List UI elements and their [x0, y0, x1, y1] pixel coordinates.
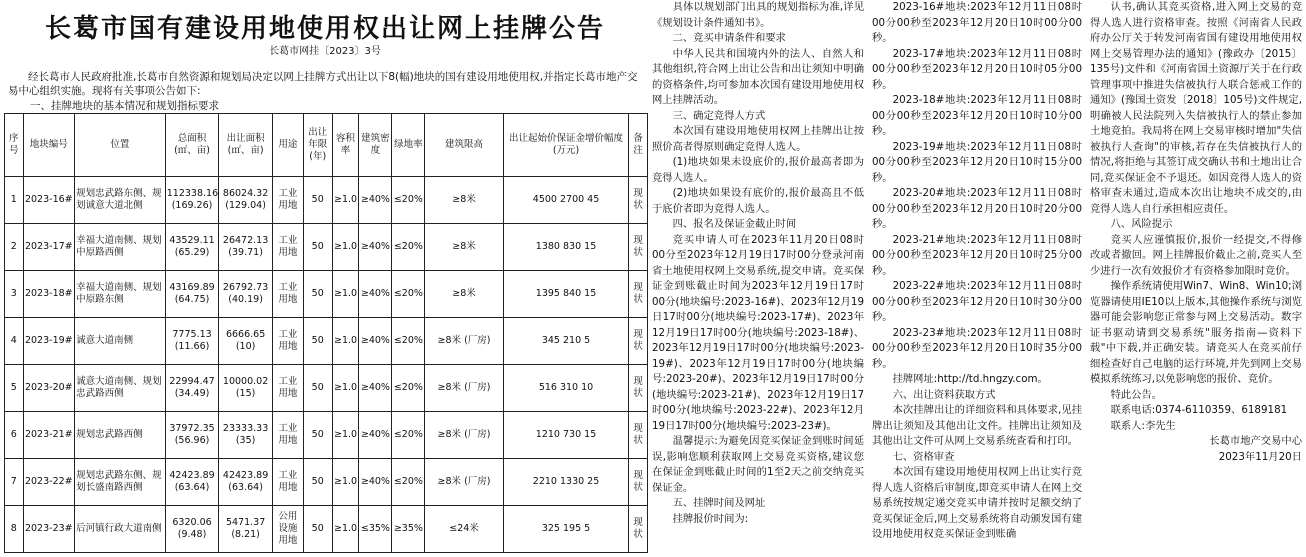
table-cell-code: 2023-23#	[23, 506, 75, 553]
table-cell-use: 工业用地	[272, 271, 303, 318]
table-cell-years: 50	[303, 271, 332, 318]
paragraph: 2023-20#地块:2023年12月11日08时00分00秒至2023年12月20日10时20分00秒。	[872, 187, 1082, 230]
table-cell-code: 2023-21#	[23, 412, 75, 459]
table-cell-height: ≤24米	[425, 506, 503, 553]
table-row	[5, 506, 648, 553]
paragraph: 认书,确认其竞买资格,进入网上交易的竞得人选人进行资格审查。按照《河南省人民政府办公厅关于转发河南省国有建设用地使用权网上交易管理办法的通知》(豫政办〔2015〕135号)文件和《河南省国土资源厅关于在行政管理事项中推进失信被执行人联合惩戒工作的通知》(豫国土资发〔2018〕105号)文件规定,明确被人民法院列入失信被执行人的禁止参加土地竞拍。我局将在网上交易审核时增加"失信被执行人查询"的审核,若存在失信被执行人的情况,将拒绝与其签订成交确认书和土地出让合同,竞买保证金不予退还。如因竞得人选人的资格审查未通过,造成本次出让地块不成交的,由竞得人选人自行承担相应责任。	[1090, 1, 1302, 215]
table-cell-note: 现状	[629, 365, 648, 412]
paragraph: 2023-21#地块:2023年12月11日08时00分00秒至2023年12月20日10时25分00秒。	[872, 233, 1082, 277]
table-cell-height: ≥8米	[425, 271, 503, 318]
paragraph: 本次国有建设用地使用权网上出让实行竞得人选人资格后审制度,即竞买申请人在网上交易系统按规定递交竞买申请并按时足额交纳了竞买保证金后,网上交易系统将自动颁发国有建设用地使用权竞买保证金到账确	[872, 466, 1082, 540]
table-cell-loc: 诚意大道南侧、规划忠武路西侧	[75, 365, 166, 412]
paragraph: 本次挂牌出让的详细资料和具体要求,见挂牌出让须知及其他出让文件。挂牌出让须知及其他出让文件可从网上交易系统查看和打印。	[872, 404, 1082, 447]
table-cell-far: ≥1.0	[332, 271, 359, 318]
table-cell-total: 112338.16 (169.26)	[165, 177, 219, 224]
paragraph: (2)地块如果设有底价的,报价最高且不低于底价者即为竞得人选人。	[652, 187, 864, 215]
table-cell-loc: 幸福大道南侧、规划中原路东侧	[75, 271, 166, 318]
table-cell-green: ≤20%	[392, 412, 425, 459]
table-cell-years: 50	[303, 506, 332, 553]
table-cell-density: ≥40%	[359, 271, 392, 318]
table-row	[5, 224, 648, 271]
table-cell-density: ≤35%	[359, 506, 392, 553]
paragraph: 本次国有建设用地使用权网上挂牌出让按照价高者得原则确定竞得人选人。	[652, 125, 864, 153]
table-header-cell: 用途	[272, 114, 303, 177]
table-cell-note: 现状	[629, 177, 648, 224]
paragraph: 具体以规划部门出具的规划指标为准,详见《规划设计条件通知书》。	[652, 1, 864, 29]
table-cell-note: 现状	[629, 412, 648, 459]
paragraph: 2023-18#地块:2023年12月11日08时00分00秒至2023年12月20日10时10分00秒。	[872, 94, 1082, 137]
section-heading: 八、风险提示	[1110, 218, 1173, 230]
table-cell-price: 4500 2700 45	[503, 177, 629, 224]
paragraph: 2023-19#地块:2023年12月11日08时00分00秒至2023年12月20日10时15分00秒。	[872, 140, 1082, 184]
table-cell-far: ≥1.0	[332, 365, 359, 412]
paragraph: 挂牌网址:http://td.hngzy.com。	[892, 373, 1048, 385]
table-cell-no: 8	[5, 506, 24, 553]
table-cell-green: ≤20%	[392, 318, 425, 365]
table-cell-green: ≤20%	[392, 271, 425, 318]
column-1	[652, 0, 864, 557]
table-cell-green: ≤20%	[392, 365, 425, 412]
table-cell-use: 工业用地	[272, 459, 303, 506]
table-header-cell: 位置	[75, 114, 166, 177]
paragraph: 2023-17#地块:2023年12月11日08时00分00秒至2023年12月20日10时05分00秒。	[872, 47, 1082, 91]
table-cell-total: 7775.13 (11.66)	[165, 318, 219, 365]
table-cell-green: ≥35%	[392, 506, 425, 553]
table-header-cell: 绿地率	[392, 114, 425, 177]
table-cell-price: 345 210 5	[503, 318, 629, 365]
table-header-cell: 序号	[5, 114, 24, 177]
table-cell-price: 1395 840 15	[503, 271, 629, 318]
table-cell-total: 42423.89 (63.64)	[165, 459, 219, 506]
paragraph: 挂牌报价时间为:	[672, 512, 749, 525]
paragraph: (1)地块如果未设底价的,报价最高者即为竞得人选人。	[652, 156, 864, 184]
table-cell-use: 工业用地	[272, 412, 303, 459]
table-cell-height: ≥8米 (厂房)	[425, 412, 503, 459]
table-cell-far: ≥1.0	[332, 224, 359, 271]
table-cell-loc: 规划忠武路东侧、规划诚意大道北侧	[75, 177, 166, 224]
table-cell-code: 2023-17#	[23, 224, 75, 271]
table-cell-years: 50	[303, 459, 332, 506]
table-cell-price: 1380 830 15	[503, 224, 629, 271]
table-cell-years: 50	[303, 224, 332, 271]
column-3	[1090, 0, 1302, 557]
table-cell-density: ≥40%	[359, 318, 392, 365]
table-cell-code: 2023-18#	[23, 271, 75, 318]
paragraph: 特此公告。	[1110, 388, 1163, 401]
table-cell-loc: 后河镇行政大道南侧	[75, 506, 166, 553]
table-cell-sell: 5471.37 (8.21)	[219, 506, 273, 553]
table-cell-years: 50	[303, 365, 332, 412]
paragraph: 2023-16#地块:2023年12月11日08时00分00秒至2023年12月20日10时00分00秒。	[872, 1, 1082, 44]
table-cell-price: 1210 730 15	[503, 412, 629, 459]
table-cell-height: ≥8米	[425, 224, 503, 271]
table-cell-green: ≤20%	[392, 224, 425, 271]
table-cell-height: ≥8米	[425, 177, 503, 224]
table-cell-code: 2023-20#	[23, 365, 75, 412]
section-heading: 五、挂牌时间及网址	[672, 497, 766, 509]
table-cell-green: ≤20%	[392, 459, 425, 506]
table-cell-code: 2023-19#	[23, 318, 75, 365]
table-cell-sell: 42423.89 (63.64)	[219, 459, 273, 506]
paragraph: 操作系统请使用Win7、Win8、Win10;浏览器请使用IE10以上版本,其他操作系统与浏览器可能会影响您正常参与网上交易活动。数字证书驱动请到交易系统"服务指南—资料下载"中下载,并正确安装。请竞买人在竞买前仔细检查好自己电脑的运行环境,并先到网上交易模拟系统练习,以免影响您的报价、竞价。	[1090, 280, 1302, 385]
paragraph: 联系电话:0374-6110359、6189181	[1110, 404, 1288, 416]
table-header-cell: 地块编号	[23, 114, 75, 177]
table-header-cell: 建筑密度	[359, 114, 392, 177]
table-cell-density: ≥40%	[359, 365, 392, 412]
table-cell-loc: 规划忠武路西侧	[75, 412, 166, 459]
paragraph: 2023-22#地块:2023年12月11日08时00分00秒至2023年12月20日10时30分00秒。	[872, 280, 1082, 323]
table-header-cell: 出让年限(年)	[303, 114, 332, 177]
section-heading: 三、确定竞得人方式	[672, 109, 766, 122]
table-cell-total: 37972.35 (56.96)	[165, 412, 219, 459]
table-cell-density: ≥40%	[359, 412, 392, 459]
table-header-cell: 出让面积(㎡、亩)	[219, 114, 273, 177]
document-number: 长葛市网挂〔2023〕3号	[269, 46, 381, 57]
paragraph: 2023-23#地块:2023年12月11日08时00分00秒至2023年12月20日10时35分00秒。	[872, 326, 1082, 370]
table-cell-no: 1	[5, 177, 24, 224]
table-cell-far: ≥1.0	[332, 506, 359, 553]
table-cell-no: 3	[5, 271, 24, 318]
table-cell-far: ≥1.0	[332, 318, 359, 365]
table-row	[5, 318, 648, 365]
table-cell-total: 43529.11 (65.29)	[165, 224, 219, 271]
table-cell-no: 7	[5, 459, 24, 506]
paragraph: 中华人民共和国境内外的法人、自然人和其他组织,符合网上出让公告和出让须知中明确的资格条件,均可参加本次国有建设用地使用权网上挂牌活动。	[652, 47, 864, 106]
table-cell-height: ≥8米 (厂房)	[425, 318, 503, 365]
intro-paragraph: 经长葛市人民政府批准,长葛市自然资源和规划局决定以网上挂牌方式出让以下8(幅)地块的国有建设用地使用权,并指定长葛市地产交易中心组织实施。现将有关事项公告如下:	[8, 71, 638, 97]
table-cell-density: ≥40%	[359, 459, 392, 506]
paragraph: 联系人:李先生	[1110, 419, 1176, 432]
table-cell-loc: 幸福大道南侧、规划中原路西侧	[75, 224, 166, 271]
table-cell-note: 现状	[629, 318, 648, 365]
paragraph: 长葛市地产交易中心	[1209, 435, 1302, 447]
table-cell-no: 5	[5, 365, 24, 412]
table-cell-green: ≤20%	[392, 177, 425, 224]
paragraph: 温馨提示:为避免因竞买保证金到账时间延误,影响您顺利获取网上交易竞买资格,建议您在保证金到账截止时间的1至2天之前交纳竞买保证金。	[652, 435, 864, 494]
table-cell-years: 50	[303, 318, 332, 365]
table-cell-code: 2023-16#	[23, 177, 75, 224]
table-cell-years: 50	[303, 177, 332, 224]
table-cell-no: 4	[5, 318, 24, 365]
table-cell-price: 516 310 10	[503, 365, 629, 412]
paragraph: 竞买人应谨慎报价,报价一经提交,不得修改或者撤回。网上挂牌报价截止之前,竞买人至少进行一次有效报价才有资格参加限时竞价。	[1090, 233, 1302, 277]
table-cell-density: ≥40%	[359, 177, 392, 224]
table-cell-note: 现状	[629, 506, 648, 553]
table-cell-note: 现状	[629, 224, 648, 271]
table-header-cell: 建筑限高	[425, 114, 503, 177]
table-cell-sell: 26792.73 (40.19)	[219, 271, 273, 318]
section-heading: 四、报名及保证金截止时间	[672, 218, 797, 230]
table-cell-far: ≥1.0	[332, 177, 359, 224]
paragraph: 2023年11月20日	[1218, 450, 1302, 463]
table-cell-note: 现状	[629, 459, 648, 506]
table-cell-total: 22994.47 (34.49)	[165, 365, 219, 412]
table-cell-sell: 6666.65 (10)	[219, 318, 273, 365]
table-cell-sell: 26472.13 (39.71)	[219, 224, 273, 271]
table-header-cell: 容积率	[332, 114, 359, 177]
table-row	[5, 365, 648, 412]
section-heading: 七、资格审查	[892, 450, 955, 463]
table-header-row	[5, 114, 648, 177]
table-cell-total: 43169.89 (64.75)	[165, 271, 219, 318]
section-heading: 六、出让资料获取方式	[892, 388, 996, 401]
table-cell-far: ≥1.0	[332, 412, 359, 459]
table-row	[5, 459, 648, 506]
table-header-cell: 总面积(㎡、亩)	[165, 114, 219, 177]
table-cell-use: 公用设施用地	[272, 506, 303, 553]
table-cell-use: 工业用地	[272, 365, 303, 412]
table-cell-loc: 规划忠武路东侧、规划长盛南路西侧	[75, 459, 166, 506]
table-cell-far: ≥1.0	[332, 459, 359, 506]
section-heading: 二、竞买申请条件和要求	[672, 32, 786, 44]
table-cell-height: ≥8米 (厂房)	[425, 459, 503, 506]
table-cell-use: 工业用地	[272, 224, 303, 271]
table-row	[5, 177, 648, 224]
table-cell-density: ≥40%	[359, 224, 392, 271]
table-cell-use: 工业用地	[272, 177, 303, 224]
table-cell-price: 2210 1330 25	[503, 459, 629, 506]
table-cell-code: 2023-22#	[23, 459, 75, 506]
table-row	[5, 271, 648, 318]
parcel-table	[4, 113, 648, 553]
table-header-cell: 出让起始价保证金增价幅度(万元)	[503, 114, 629, 177]
table-cell-sell: 10000.02 (15)	[219, 365, 273, 412]
section-heading: 一、挂牌地块的基本情况和规划指标要求	[30, 100, 219, 112]
table-cell-loc: 诚意大道南侧	[75, 318, 166, 365]
table-cell-use: 工业用地	[272, 318, 303, 365]
table-cell-sell: 23333.33 (35)	[219, 412, 273, 459]
table-cell-height: ≥8米 (厂房)	[425, 365, 503, 412]
paragraph: 竞买申请人可在2023年11月20日08时00分至2023年12月19日17时00分登录河南省土地使用权网上交易系统,提交申请。竞买保证金到账截止时间为2023年12月19日17时00分(地块编号:2023-16#)、2023年12月19日17时00分(地块编号:2023-17#)、2023年12月19日17时00分(地块编号:2023-18#)、2023年12月19日17时00分(地块编号:2023-19#)、2023年12月19日17时00分(地块编号:2023-20#)、2023年12月19日17时00分(地块编号:2023-21#)、2023年12月19日17时00分(地块编号:2023-22#)、2023年12月19日17时00分(地块编号:2023-23#)。	[652, 233, 864, 432]
table-cell-total: 6320.06 (9.48)	[165, 506, 219, 553]
page-title: 长葛市国有建设用地使用权出让网上挂牌公告	[44, 14, 605, 44]
table-cell-note: 现状	[629, 271, 648, 318]
table-header-cell: 备注	[629, 114, 648, 177]
table-row	[5, 412, 648, 459]
column-2	[872, 0, 1082, 557]
table-body	[5, 177, 648, 553]
table-cell-no: 6	[5, 412, 24, 459]
table-cell-no: 2	[5, 224, 24, 271]
table-cell-price: 325 195 5	[503, 506, 629, 553]
table-cell-years: 50	[303, 412, 332, 459]
table-cell-sell: 86024.32 (129.04)	[219, 177, 273, 224]
